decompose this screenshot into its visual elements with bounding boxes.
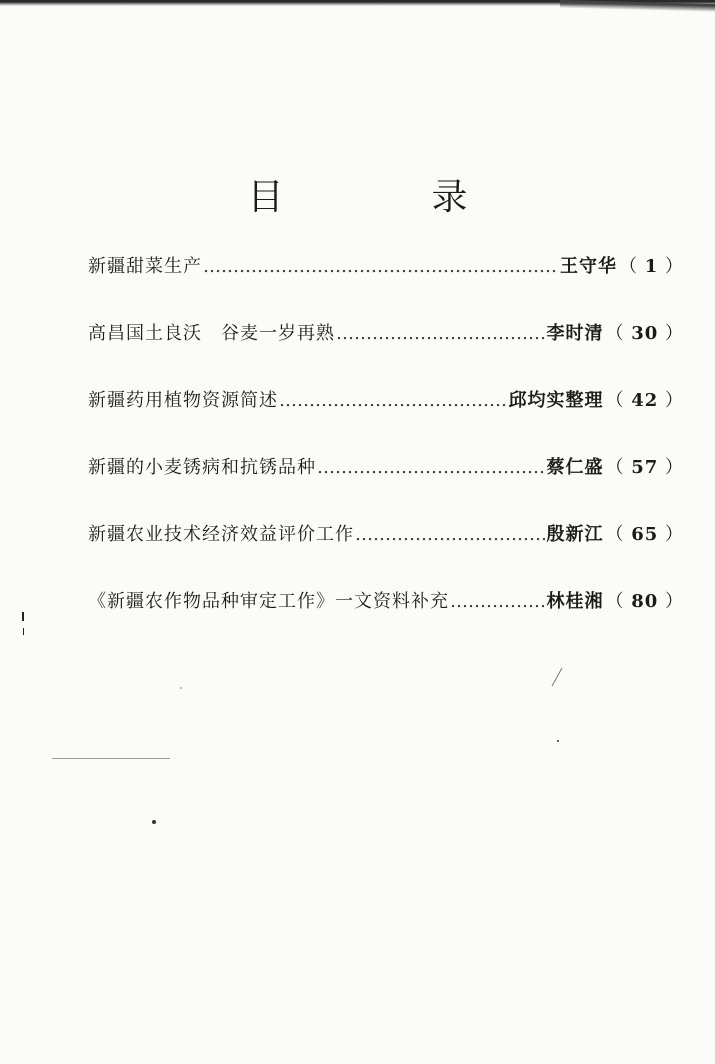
toc-dot-leader bbox=[355, 524, 545, 545]
page-title: 目 录 bbox=[247, 177, 524, 219]
toc-entry-page: （ 80 ） bbox=[605, 591, 684, 612]
toc-entry-page-number: 1 bbox=[644, 256, 659, 277]
toc-entry-page-number: 65 bbox=[631, 524, 659, 545]
table-of-contents bbox=[88, 252, 684, 654]
toc-entry-page-number: 57 bbox=[631, 457, 659, 478]
toc-entry-author: 蔡仁盛 bbox=[546, 457, 604, 478]
toc-entry-title: 新疆药用植物资源简述 bbox=[88, 390, 278, 411]
toc-entry[interactable] bbox=[88, 319, 684, 354]
toc-entry-title: 高昌国土良沃 谷麦一岁再熟 bbox=[88, 323, 335, 344]
toc-entry-title: 新疆的小麦锈病和抗锈品种 bbox=[88, 457, 316, 478]
scan-speck bbox=[152, 820, 156, 824]
toc-entry-page: （ 30 ） bbox=[605, 323, 684, 344]
toc-entry-title: 新疆甜菜生产 bbox=[88, 256, 202, 277]
toc-entry-page: （ 57 ） bbox=[605, 457, 684, 478]
toc-entry-author: 王守华 bbox=[560, 256, 617, 277]
toc-dot-leader bbox=[317, 457, 545, 478]
toc-entry-title: 新疆农业技术经济效益评价工作 bbox=[88, 524, 354, 545]
toc-entry[interactable] bbox=[88, 453, 684, 488]
toc-entry-page-number: 42 bbox=[631, 390, 659, 411]
scan-speck bbox=[557, 740, 559, 742]
toc-entry-author: 邱均实整理 bbox=[508, 390, 604, 411]
toc-entry-page-number: 30 bbox=[631, 323, 659, 344]
toc-entry[interactable] bbox=[88, 386, 684, 421]
toc-dot-leader bbox=[279, 390, 507, 411]
toc-entry[interactable] bbox=[88, 587, 684, 622]
toc-entry-page-number: 80 bbox=[631, 591, 659, 612]
toc-dot-leader bbox=[450, 591, 545, 612]
toc-dot-leader bbox=[336, 323, 545, 344]
toc-dot-leader bbox=[203, 256, 559, 277]
binding-hole-mark bbox=[22, 612, 24, 621]
toc-entry-author: 殷新江 bbox=[546, 524, 604, 545]
binding-hole-mark bbox=[23, 628, 24, 635]
toc-entry-page: （ 65 ） bbox=[605, 524, 684, 545]
toc-entry-page: （ 1 ） bbox=[619, 256, 684, 277]
toc-entry-author: 林桂湘 bbox=[546, 591, 604, 612]
scan-smudge-line bbox=[52, 758, 170, 759]
scan-pen-mark bbox=[548, 664, 568, 694]
toc-entry-title: 《新疆农作物品种审定工作》一文资料补充 bbox=[88, 591, 449, 612]
scan-speck bbox=[180, 687, 182, 689]
toc-entry-author: 李时清 bbox=[546, 323, 604, 344]
toc-entry[interactable] bbox=[88, 520, 684, 555]
toc-entry-page: （ 42 ） bbox=[605, 390, 684, 411]
toc-entry[interactable] bbox=[88, 252, 684, 287]
